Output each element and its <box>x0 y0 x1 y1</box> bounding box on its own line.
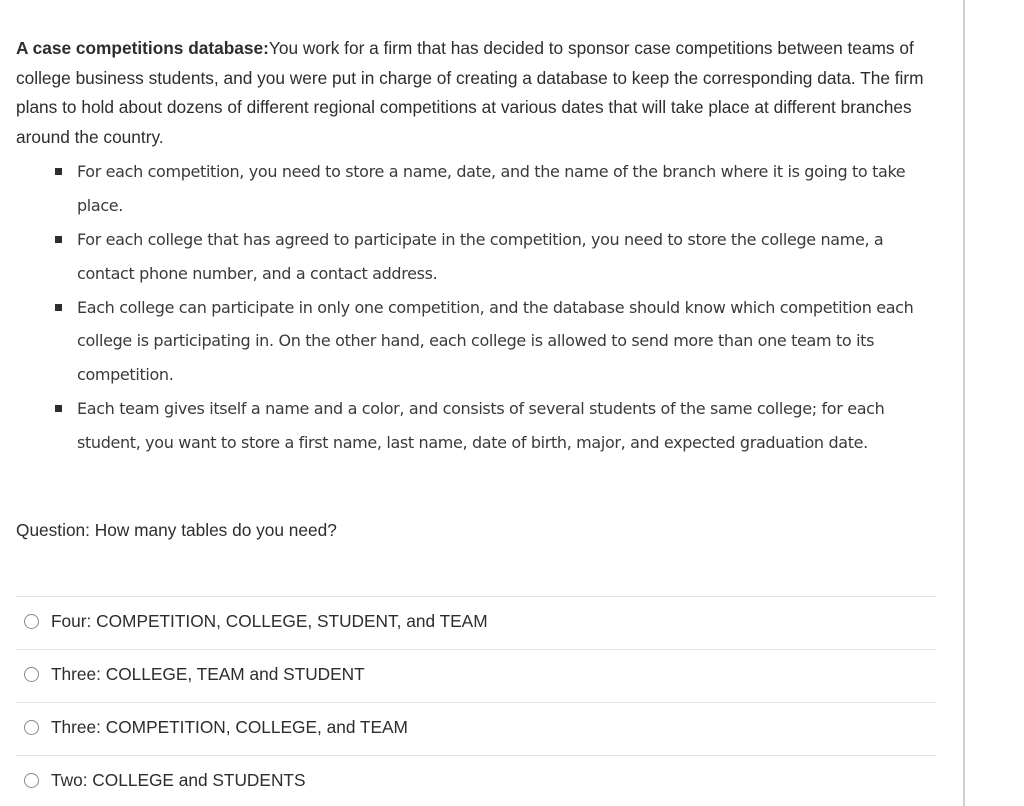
requirement-text: Each team gives itself a name and a color, and consists of several students of the same college; for each student, you want to store a first name, last name, date of birth, major, and expected graduation date. <box>77 398 885 452</box>
answer-list <box>16 596 936 806</box>
radio-button-icon[interactable] <box>24 614 39 629</box>
requirement-item <box>16 291 936 392</box>
requirement-item <box>16 392 936 460</box>
radio-button-icon[interactable] <box>24 773 39 788</box>
answer-label[interactable]: Three: COMPETITION, COLLEGE, and TEAM <box>51 717 408 737</box>
answer-option-three-tables-competition-college-team[interactable] <box>16 702 936 755</box>
requirements-list <box>16 155 936 459</box>
question-card <box>16 34 936 460</box>
bullet-square-icon <box>55 405 62 412</box>
requirement-text: Each college can participate in only one competition, and the database should know which competition each college is participating in. On the other hand, each college is allowed to send more than one team to its competition. <box>77 297 914 385</box>
radio-button-icon[interactable] <box>24 667 39 682</box>
bullet-square-icon <box>55 168 62 175</box>
answer-option-three-tables-college-team-student[interactable] <box>16 649 936 702</box>
radio-button-icon[interactable] <box>24 720 39 735</box>
question-intro-text: You work for a firm that has decided to sponsor case competitions between teams of college business students, and you were put in charge of creating a database to keep the corresponding data. The firm plans to hold about dozens of different regional competitions at various dates that will take place at different branches around the country. <box>16 38 924 147</box>
answer-label[interactable]: Three: COLLEGE, TEAM and STUDENT <box>51 664 365 684</box>
bullet-square-icon <box>55 236 62 243</box>
requirement-text: For each college that has agreed to participate in the competition, you need to store the college name, a contact phone number, and a contact address. <box>77 229 884 283</box>
requirement-item <box>16 155 936 223</box>
question-prompt: Question: How many tables do you need? <box>16 520 337 540</box>
answer-option-four-tables[interactable] <box>16 596 936 649</box>
requirement-item <box>16 223 936 291</box>
question-title: A case competitions database: <box>16 38 269 58</box>
bullet-square-icon <box>55 304 62 311</box>
question-intro <box>16 34 936 152</box>
answer-label[interactable]: Four: COMPETITION, COLLEGE, STUDENT, and TEAM <box>51 611 488 631</box>
answer-label[interactable]: Two: COLLEGE and STUDENTS <box>51 770 306 790</box>
answer-option-two-tables[interactable] <box>16 755 936 806</box>
right-divider <box>963 0 965 806</box>
requirement-text: For each competition, you need to store a name, date, and the name of the branch where it is going to take place. <box>77 162 906 216</box>
